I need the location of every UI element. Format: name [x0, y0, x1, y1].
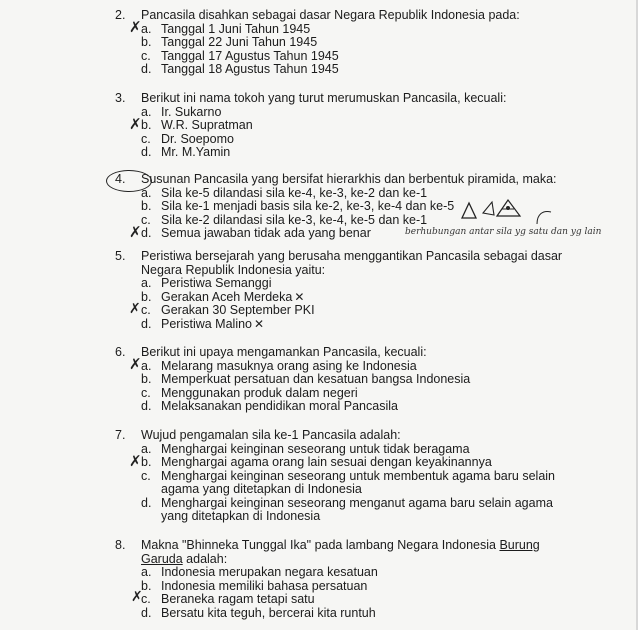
option-d — [141, 607, 575, 621]
option-text: Tanggal 22 Juni Tahun 1945 — [161, 35, 318, 49]
option-d — [141, 146, 595, 160]
option-letter: c. — [141, 212, 151, 227]
triangle-sketch-icon — [455, 199, 495, 221]
question-number: 6. — [115, 345, 126, 359]
question-6 — [115, 346, 595, 414]
question-number: 3. — [115, 91, 126, 105]
option-letter: b. — [141, 578, 152, 593]
question-number: 4. — [115, 172, 126, 186]
option-text: Tanggal 18 Agustus Tahun 1945 — [161, 62, 339, 76]
cross-mark-icon: ✕ — [254, 316, 265, 331]
option-b — [141, 373, 595, 387]
answer-check-mark-icon: ✗ — [129, 115, 142, 133]
option-text: Tanggal 17 Agustus Tahun 1945 — [161, 48, 339, 63]
option-letter: d. — [141, 495, 152, 510]
option-a — [141, 443, 573, 457]
option-letter: d. — [141, 399, 152, 413]
option-text: W.R. Supratman — [161, 118, 253, 132]
option-text: Ir. Sukarno — [161, 104, 222, 119]
option-letter: c. — [141, 468, 151, 483]
option-c — [141, 133, 595, 147]
option-letter: a. — [141, 358, 152, 373]
question-4 — [115, 173, 615, 241]
curve-sketch-icon — [535, 208, 553, 226]
option-a — [141, 23, 595, 37]
question-number: 7. — [115, 428, 126, 442]
question-number: 8. — [115, 538, 126, 552]
answer-check-mark-icon: ✗ — [131, 589, 143, 605]
option-d — [141, 400, 595, 414]
option-letter: d. — [141, 145, 152, 159]
question-number: 5. — [115, 249, 126, 263]
option-text: Sila ke-1 menjadi basis sila ke-2, ke-3, ke-4 dan ke-5 — [161, 199, 455, 213]
option-letter: b. — [141, 289, 152, 304]
option-text: Sila ke-2 dilandasi sila ke-3, ke-4, ke-5 dan ke-1 — [161, 212, 428, 227]
option-text: Indonesia memiliki bahasa persatuan — [161, 578, 368, 593]
question-5 — [115, 250, 595, 331]
question-stem: Peristiwa bersejarah yang berusaha menggantikan Pancasila sebagai dasar Negara Republik Indonesia yaitu: — [141, 249, 563, 277]
option-a — [141, 106, 595, 120]
option-letter: a. — [141, 276, 152, 290]
option-d — [141, 63, 595, 77]
answer-check-mark-icon: ✗ — [129, 452, 142, 470]
option-letter: b. — [141, 455, 152, 469]
option-a — [141, 360, 595, 374]
answer-check-mark-icon: ✗ — [129, 223, 142, 241]
question-8 — [115, 539, 575, 620]
option-text: Mr. M.Yamin — [161, 145, 231, 159]
option-letter: c. — [141, 131, 151, 146]
question-stem: Pancasila disahkan sebagai dasar Negara Republik Indonesia pada: — [141, 8, 520, 22]
option-text: Indonesia merupakan negara kesatuan — [161, 565, 378, 579]
option-letter: c. — [141, 592, 151, 606]
option-letter: a. — [141, 21, 152, 36]
option-letter: d. — [141, 226, 152, 240]
option-text: Peristiwa Semanggi — [161, 276, 272, 290]
option-b — [141, 580, 575, 594]
option-d — [141, 497, 573, 524]
option-c — [141, 470, 573, 497]
option-letter: a. — [141, 441, 152, 456]
option-text: Menghargai keinginan seseorang untuk tidak beragama — [161, 441, 470, 456]
option-letter: c. — [141, 385, 151, 400]
option-letter: c. — [141, 48, 151, 63]
option-letter: b. — [141, 118, 152, 132]
option-letter: b. — [141, 35, 152, 49]
option-text: Melaksanakan pendidikan moral Pancasila — [161, 399, 398, 413]
option-c — [141, 387, 595, 401]
option-d — [141, 318, 595, 332]
cross-mark-icon: ✕ — [294, 289, 305, 304]
option-b — [141, 36, 595, 50]
question-2 — [115, 9, 595, 77]
option-text: Beraneka ragam tetapi satu — [161, 592, 315, 606]
option-text: Menghargai keinginan seseorang untuk membentuk agama baru selain agama yang ditetapkan di Indonesia — [161, 468, 556, 496]
handwritten-note: berhubungan antar sila yg satu dan yg lain — [405, 227, 602, 237]
option-c — [141, 304, 595, 318]
answer-check-mark-icon: ✗ — [129, 18, 142, 36]
option-text: Menghargai agama orang lain sesuai dengan keyakinannya — [161, 455, 492, 469]
option-text: Menggunakan produk dalam negeri — [161, 385, 358, 400]
underlined-term: Burung Garuda — [141, 538, 540, 566]
option-letter: a. — [141, 565, 152, 579]
question-stem-part: Makna "Bhinneka Tunggal Ika" pada lambang Negara Indonesia — [141, 538, 500, 552]
question-stem: Berikut ini nama tokoh yang turut merumuskan Pancasila, kecuali: — [141, 91, 507, 105]
option-text: Tanggal 1 Juni Tahun 1945 — [161, 21, 311, 36]
option-a — [141, 277, 595, 291]
option-text: Menghargai keinginan seseorang menganut agama baru selain agama yang ditetapkan di Indonesia — [161, 495, 553, 523]
option-text: Memperkuat persatuan dan kesatuan bangsa Indonesia — [161, 372, 471, 386]
option-text: Semua jawaban tidak ada yang benar — [161, 226, 371, 240]
option-text: Gerakan 30 September PKI — [161, 303, 315, 317]
option-a — [141, 566, 575, 580]
answer-check-mark-icon: ✗ — [129, 301, 141, 317]
option-b — [141, 291, 595, 305]
option-letter: b. — [141, 372, 152, 386]
option-c — [141, 50, 595, 64]
question-stem: Berikut ini upaya mengamankan Pancasila, kecuali: — [141, 345, 427, 359]
option-text: Sila ke-5 dilandasi sila ke-4, ke-3, ke-2 dan ke-1 — [161, 185, 428, 200]
option-letter: c. — [141, 303, 151, 317]
option-letter: d. — [141, 316, 152, 331]
option-text: Peristiwa Malino — [161, 316, 253, 331]
question-stem: Wujud pengamalan sila ke-1 Pancasila adalah: — [141, 428, 401, 442]
question-3 — [115, 92, 595, 160]
answer-check-mark-icon: ✗ — [129, 355, 142, 373]
option-text: Melarang masuknya orang asing ke Indonesia — [161, 358, 417, 373]
option-b — [141, 456, 573, 470]
option-text: Dr. Soepomo — [161, 131, 234, 146]
pyramid-sketch-icon — [495, 197, 525, 219]
option-letter: a. — [141, 185, 152, 200]
option-text: Gerakan Aceh Merdeka — [161, 289, 293, 304]
option-letter: a. — [141, 104, 152, 119]
option-c — [141, 593, 575, 607]
option-text: Bersatu kita teguh, bercerai kita runtuh — [161, 605, 376, 620]
question-stem-part: adalah: — [182, 551, 228, 566]
option-letter: b. — [141, 199, 152, 213]
option-b — [141, 119, 595, 133]
option-a — [141, 187, 615, 201]
question-number: 2. — [115, 8, 126, 22]
option-letter: d. — [141, 62, 152, 76]
question-7 — [115, 429, 573, 524]
question-stem: Susunan Pancasila yang bersifat hierarkhis dan berbentuk piramida, maka: — [141, 172, 557, 186]
question-circle-mark — [106, 170, 152, 192]
option-letter: d. — [141, 605, 152, 620]
